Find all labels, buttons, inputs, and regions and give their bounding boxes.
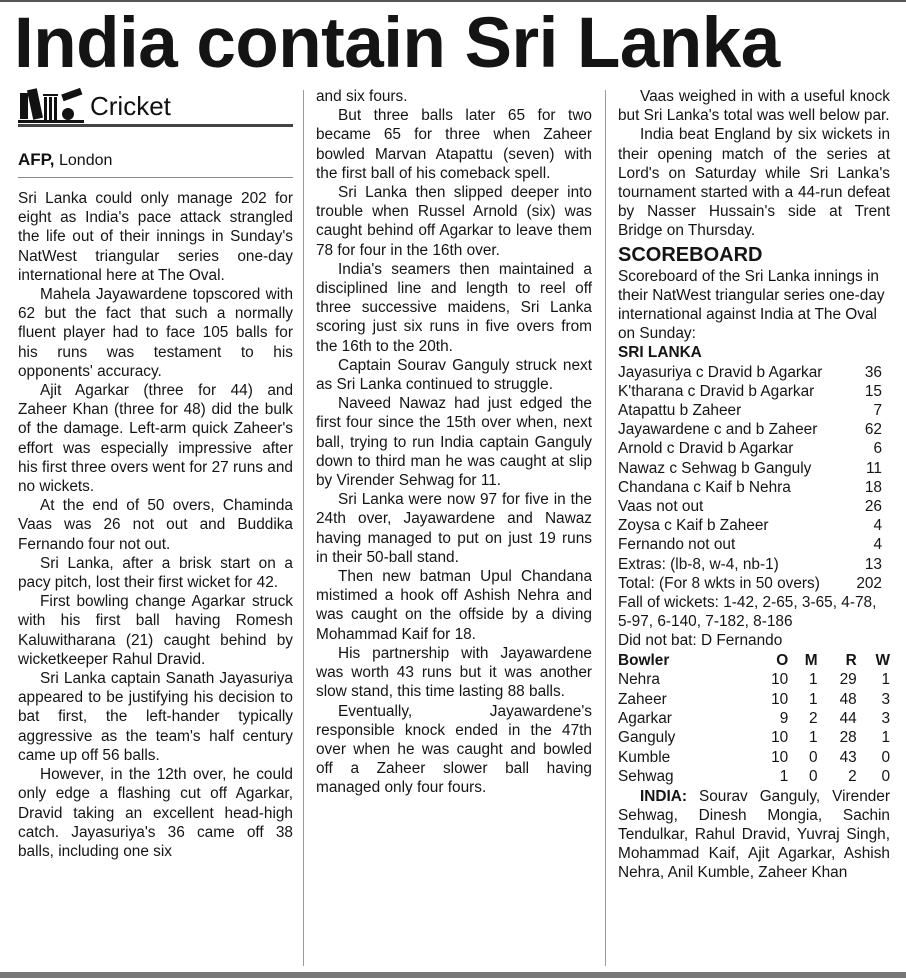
maidens: 2 [809,709,818,727]
paragraph: Sri Lanka then slipped deeper into trouble when Russel Arnold (six) was caught behind off Agarkar to leave them 78 for four in the 16th over. [316,184,592,259]
bottom-rule [0,972,906,978]
batter: Jayasuriya c Dravid b Agarkar [618,363,823,381]
batting-row [618,420,890,439]
column-divider [605,90,606,966]
bowler: Sehwag [618,768,674,786]
wickets: 0 [881,748,890,766]
batting-row [618,574,890,593]
batter: Zoysa c Kaif b Zaheer [618,517,769,535]
runs: 26 [864,498,882,516]
paragraph: Sri Lanka could only manage 202 for eight as India's pace attack strangled the life out of their innings in Sunday's NatWest triangular series one-day international here at The Oval. [18,190,293,284]
bowling-row [618,690,890,709]
batting-row [618,535,890,554]
runs: 15 [864,382,882,400]
india-label: INDIA: [640,787,688,805]
paragraph: At the end of 50 overs, Chaminda Vaas was 26 not out and Buddika Fernando four not out. [18,497,293,553]
paragraph: Mahela Jayawardene topscored with 62 but the fact that such a normally fluent player had to face 105 balls for his runs was testament to his opponents' accuracy. [18,286,293,380]
article-column-3 [618,87,890,883]
runs: 4 [873,517,882,535]
paragraph: and six fours. [316,88,408,105]
runs: 28 [839,729,857,747]
runs-header: R [845,651,857,669]
wickets: 1 [881,671,890,689]
runs: 29 [839,671,857,689]
bowling-row [618,709,890,728]
paragraph: Captain Sourav Ganguly struck next as Sri Lanka continued to struggle. [316,356,592,394]
bowling-row [618,767,890,786]
paragraph: Sri Lanka captain Sanath Jayasuriya appeared to be justifying his decision to bat first, the left-hander typically aggressive as the team's half century came up off 56 balls. [18,670,293,764]
bowler: Ganguly [618,729,676,747]
batting-row [618,401,890,420]
scoreboard-intro: Scoreboard of the Sri Lanka innings in their NatWest triangular series one-day international against India at The Oval on Sunday: [618,267,885,343]
paragraph: Vaas weighed in with a useful knock but Sri Lanka's total was well below par. [618,88,890,125]
runs: 44 [839,709,857,727]
overs: 10 [771,729,789,747]
wickets-header: W [875,651,890,669]
paragraph: Sri Lanka were now 97 for five in the 24th over, Jayawardene and Nawaz having managed to put on just 19 runs in their 50-ball stand. [316,491,592,566]
india-squad [618,787,890,883]
batting-row [618,459,890,478]
runs: 36 [864,363,882,381]
did-not-bat: Did not bat: D Fernando [618,632,783,650]
paragraph: India's seamers then maintained a disciplined line and length to reel off three successive maidens, Sri Lanka scoring just six runs in five overs from the 16th to the 20th. [316,260,592,355]
bowling-row [618,748,890,767]
runs: 7 [873,402,882,420]
runs: 6 [873,440,882,458]
overs: 10 [771,748,789,766]
runs: 62 [864,421,882,439]
runs: 202 [856,574,882,592]
overs: 10 [771,690,789,708]
maidens: 1 [809,729,818,747]
article-column-2 [316,87,592,798]
section-header [18,86,171,126]
paragraph: But three balls later 65 for two became 65 for three when Zaheer bowled Marvan Atapattu (seven) with the first ball of his comeback spell. [316,107,592,182]
batter: Atapattu b Zaheer [618,402,742,420]
paragraph: Naveed Nawaz had just edged the first four since the 15th over when, next ball, trying to run India captain Ganguly down to third man he was caught at slip by Virender Sehwag for 11. [316,395,592,490]
wickets: 1 [881,729,890,747]
runs: 4 [873,536,882,554]
paragraph: First bowling change Agarkar struck with his first ball having Romesh Kaluwitharana (21) caught behind by wicketkeeper Rahul Dravid. [18,593,293,668]
runs: 2 [848,768,857,786]
batting-row [618,478,890,497]
batter: Jayawardene c and b Zaheer [618,421,818,439]
maidens: 1 [809,671,818,689]
paragraph: Ajit Agarkar (three for 44) and Zaheer Khan (three for 48) did the bulk of the damage. Left-arm quick Zaheer's effort was especially impressive after his first three overs went for 27 runs and no wickets. [18,382,293,496]
batter: Arnold c Dravid b Agarkar [618,440,794,458]
bowler: Agarkar [618,709,672,727]
overs-header: O [776,651,789,669]
article-column-1 [18,189,293,861]
paragraph: Sri Lanka, after a brisk start on a pacy pitch, lost their first wicket for 42. [18,554,293,592]
section-underline [18,124,293,127]
batting-row [618,382,890,401]
paragraph: Eventually, Jayawardene's responsible knock ended in the 47th over when he was caught and bowled off a Zaheer slower ball having managed only four fours. [316,702,592,797]
byline-agency: AFP, [18,150,55,169]
runs: 13 [864,555,882,573]
batter: Total: (For 8 wkts in 50 overs) [618,574,820,592]
byline-place: London [59,152,113,169]
byline-rule [18,177,293,178]
paragraph: India beat England by six wickets in their opening match of the series at Lord's on Saturday while Sri Lanka's tournament started with a 44-run defeat by Nasser Hussain's side at Trent Bridge on Thursday. [618,126,890,240]
bowler: Zaheer [618,690,667,708]
bowling-row [618,670,890,689]
paragraph: Then new batman Upul Chandana mistimed a hook off Ashish Nehra and was caught on the offside by a diving Mohammad Kaif for 18. [316,568,592,643]
batting-row [618,516,890,535]
batting-row [618,363,890,382]
batter: Nawaz c Sehwag b Ganguly [618,459,812,477]
column-divider [303,90,304,966]
runs: 48 [839,690,857,708]
bowling-row [618,728,890,747]
runs: 18 [864,478,882,496]
paragraph: However, in the 12th over, he could only edge a flashing cut off Agarkar, Dravid taking an excellent head-high catch. Jayasuriya's 36 came off 38 balls, including one six [18,766,293,860]
batting-row [618,439,890,458]
bowler: Nehra [618,671,660,689]
cricket-icon [18,87,86,125]
batting-row [618,497,890,516]
batting-list [618,363,890,593]
paragraph: His partnership with Jayawardene was worth 43 runs but it was another slow stand, this time lasting 88 balls. [316,644,592,701]
india-players: Sourav Ganguly, Virender Sehwag, Dinesh Mongia, Sachin Tendulkar, Rahul Dravid, Yuvraj Singh, Mohammad Kaif, Ajit Agarkar, Ashish Nehra, Anil Kumble, Zaheer Khan [618,787,890,882]
maidens: 0 [809,748,818,766]
bowler-header: Bowler [618,651,670,669]
batter: K'tharana c Dravid b Agarkar [618,382,815,400]
batter: Vaas not out [618,498,704,516]
batter: Fernando not out [618,536,736,554]
overs: 1 [779,768,789,786]
batter: Extras: (lb-8, w-4, nb-1) [618,555,779,573]
section-label: Cricket [90,90,171,121]
batting-row [618,555,890,574]
wickets: 0 [881,768,890,786]
runs: 11 [866,459,882,477]
wickets: 3 [881,709,890,727]
maidens-header: M [804,651,818,669]
runs: 43 [839,748,857,766]
bowler: Kumble [618,748,671,766]
overs: 10 [771,671,789,689]
scoreboard-heading: SCOREBOARD [618,243,763,266]
batter: Chandana c Kaif b Nehra [618,478,791,496]
byline [18,150,112,170]
overs: 9 [779,709,789,727]
wickets: 3 [881,690,890,708]
team-name: SRI LANKA [618,344,702,362]
fall-of-wickets: Fall of wickets: 1-42, 2-65, 3-65, 4-78, 5-97, 6-140, 7-182, 8-186 [618,594,877,631]
maidens: 0 [809,768,818,786]
bowling-header-row [618,651,890,670]
headline: India contain Sri Lanka [14,4,780,83]
maidens: 1 [809,690,818,708]
bowling-table [618,651,890,787]
